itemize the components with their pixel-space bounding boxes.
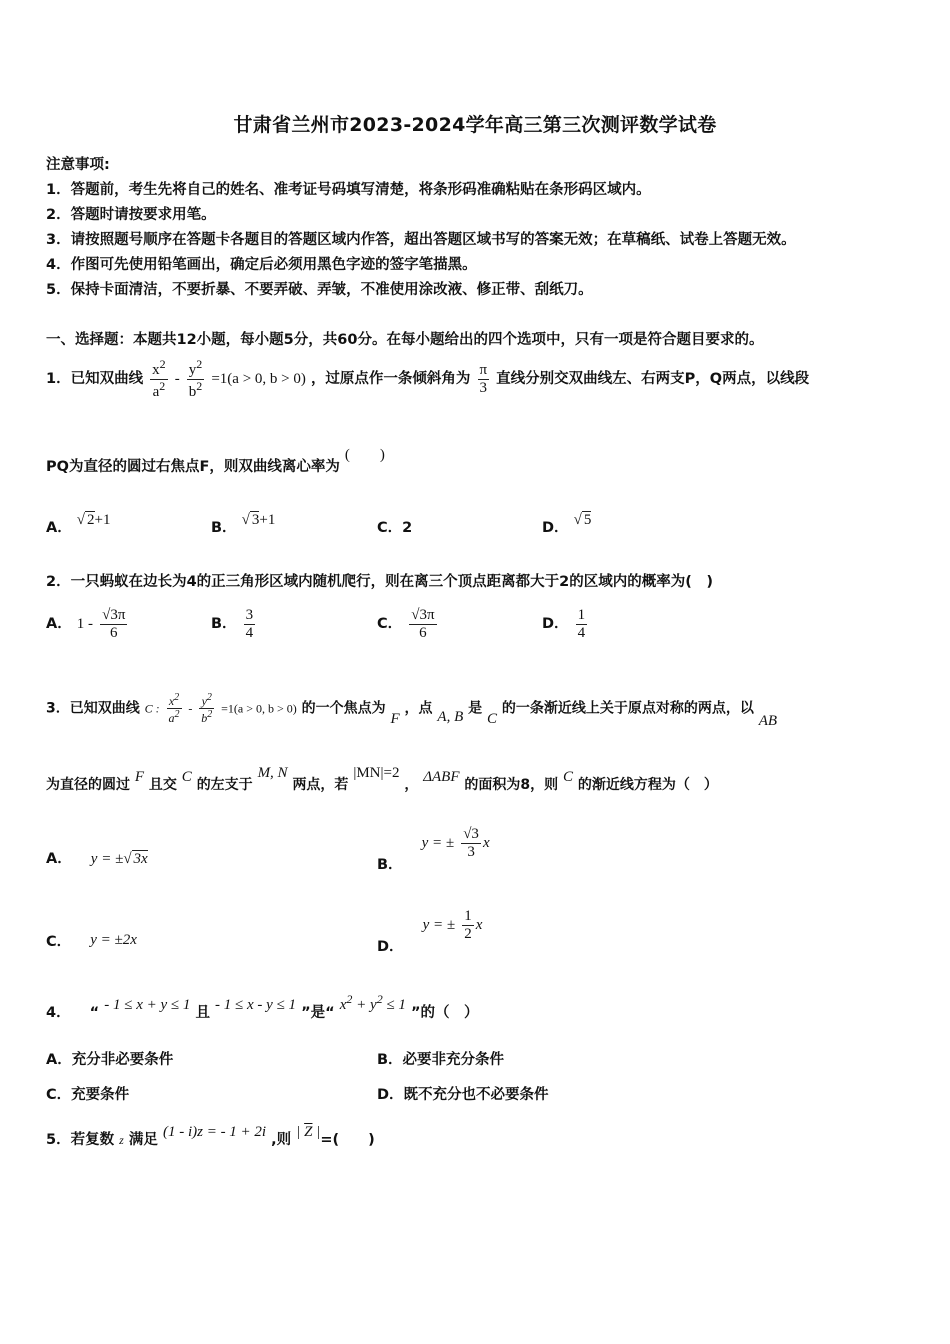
q5-text: 5．若复数	[46, 1132, 115, 1148]
q5-text: 满足	[128, 1132, 158, 1148]
q5-text: ,则	[271, 1132, 292, 1148]
sqrt-value: 3	[251, 512, 260, 528]
question-2: 2．一只蚂蚁在边长为4的正三角形区域内随机爬行，则在离三个顶点距离都大于2的区域内的概率为( )	[46, 574, 714, 590]
option-label: C．	[377, 616, 403, 632]
q4-text: 且	[195, 1005, 210, 1021]
q5-equation: (1 - i)z = - 1 + 2i	[162, 1124, 267, 1140]
fraction-y2-b2: $\frac{y^2}{b^2}$	[188, 357, 203, 400]
q4-text: 4．	[46, 1005, 71, 1021]
q3-text: ，点	[404, 700, 433, 717]
option-value: y = ±	[421, 835, 455, 851]
option-b: B． y = ± $\frac{√3}{3}$ x	[377, 826, 490, 873]
fraction: $\frac{√3}{3}$	[463, 826, 479, 860]
fraction-x2-a2: $\frac{x^2}{a^2}$	[152, 357, 166, 400]
option-c: C．充要条件	[46, 1087, 130, 1103]
note-item: 2．答题时请按要求用笔。	[46, 207, 216, 223]
option-label: B．	[211, 520, 237, 536]
question-3-cont: 为直径的圆过 F 且交 C 的左支于 M, N 两点，若 |MN|=2 ， ΔABF 的面积为8，则 C 的渐近线方程为（ ）	[46, 765, 718, 793]
option-d: D．既不充分也不必要条件	[377, 1087, 549, 1103]
option-value: y = ±	[90, 851, 124, 867]
q4-condition: - 1 ≤ x + y ≤ 1	[104, 997, 191, 1013]
option-label: B．	[377, 857, 403, 873]
question-3: 3．已知双曲线 C : $\frac{x^2}{a^2}$ - $\frac{y^2}{b^2}$ =1(a > 0, b > 0) 的一个焦点为 F ，点 A, B 是 C 的一条渐近线上关于原点对称的两点，以 AB	[46, 692, 778, 729]
q1-text: 直线分别交双曲线左、右两支P，Q两点，以线段	[496, 371, 810, 387]
note-item: 4．作图可先使用铅笔画出，确定后必须用黑色字迹的签字笔描黑。	[46, 257, 477, 273]
section-heading: 一、选择题：本题共12小题，每小题5分，共60分。在每小题给出的四个选项中，只有一项是符合题目要求的。	[46, 332, 764, 348]
question-1-cont	[46, 447, 385, 476]
q1-text: PQ为直径的圆过右焦点F，则双曲线离心率为	[46, 459, 340, 475]
answer-paren: ( )	[344, 447, 385, 463]
option-label: D．	[542, 520, 569, 536]
q5-text: =( )	[320, 1132, 375, 1148]
q3-text: 是	[468, 700, 483, 717]
q3-text: 的一条渐近线上关于原点对称的两点，以	[501, 700, 754, 717]
q3-text: 的面积为8，则	[464, 777, 559, 793]
q3-text: 且交	[148, 777, 177, 793]
sqrt-value: 5	[583, 512, 592, 528]
option-d: D． √ 5	[542, 512, 592, 536]
option-label: A．	[46, 851, 72, 867]
fraction-y2-b2: $\frac{y^2}{b^2}$	[201, 692, 213, 726]
q3-text: 的渐近线方程为（ ）	[577, 777, 718, 793]
q4-condition: - 1 ≤ x - y ≤ 1	[215, 997, 297, 1013]
q1-text: 1．已知双曲线	[46, 371, 144, 387]
option-label: C．	[46, 934, 72, 950]
q1-text: ，过原点作一条倾斜角为	[310, 371, 471, 387]
q3-text: 的左支于	[196, 777, 253, 793]
q3-equation: =1(a > 0, b > 0)	[221, 701, 297, 716]
option-a: A． y = ±√ 3x	[46, 851, 148, 867]
sqrt-value: 2	[87, 512, 95, 528]
option-d	[542, 607, 589, 641]
fraction: $\frac{3}{4}$	[245, 607, 254, 641]
question-1: 1．已知双曲线 $\frac{x^2}{a^2}$ - $\frac{y^2}{b^2}$ =1(a > 0, b > 0) ，过原点作一条倾斜角为 $\frac{\pi}{3}$ 直线分别交双曲线左、右两支P，Q两点，以线段	[46, 357, 810, 400]
q3-text: ，	[404, 777, 419, 793]
fraction: $\frac{1}{2}$	[464, 908, 472, 942]
fraction-x2-a2: $\frac{x^2}{a^2}$	[168, 692, 180, 726]
q3-text: 3．已知双曲线	[46, 700, 140, 717]
q1-equation: =1(a > 0, b > 0)	[211, 371, 306, 387]
option-label: D．	[542, 616, 569, 632]
option-b: B．必要非充分条件	[377, 1052, 505, 1068]
option-d: D． y = ± $\frac{1}{2}$ x	[377, 908, 483, 955]
option-label: B．	[211, 616, 237, 632]
page-title: 甘肃省兰州市2023-2024学年高三第三次测评数学试卷	[233, 114, 717, 136]
q3-triangle: ΔABF	[423, 769, 460, 785]
option-value: y = ±2x	[90, 932, 137, 948]
option-value: 3x	[133, 851, 148, 867]
fraction: $\frac{√3\pi}{6}$	[411, 607, 435, 641]
note-item: 1．答题前，考生先将自己的姓名、准考证号码填写清楚，将条形码准确粘贴在条形码区域内。	[46, 182, 651, 198]
option-value: 1 -	[76, 616, 94, 632]
option-c	[377, 607, 439, 641]
option-b	[211, 607, 257, 641]
q4-text: 是	[310, 1005, 326, 1021]
q3-text: 的一个焦点为	[301, 700, 386, 717]
fraction: $\frac{√3\pi}{6}$	[102, 607, 126, 641]
fraction-pi-3: $\frac{\pi}{3}$	[479, 362, 488, 396]
fraction: $\frac{1}{4}$	[577, 607, 586, 641]
option-label: D．	[377, 939, 404, 955]
q3-equation: |MN|=2	[353, 765, 400, 781]
option-value: +1	[94, 512, 111, 528]
option-value: y = ±	[422, 917, 456, 933]
option-a: A． √ 2+1	[46, 512, 111, 536]
question-4: 4． “ - 1 ≤ x + y ≤ 1 且 - 1 ≤ x - y ≤ 1 ”是“ $x^2 + y^2 \le 1$ ”的（ ）	[46, 992, 479, 1021]
option-c: C．2	[377, 520, 413, 536]
option-label: A．	[46, 616, 72, 632]
q3-text: 为直径的圆过	[46, 777, 130, 793]
option-b: B． √ 3+1	[211, 512, 276, 536]
option-a: A．充分非必要条件	[46, 1052, 174, 1068]
q3-text: 两点，若	[292, 777, 349, 793]
option-c	[46, 930, 137, 951]
note-item: 5．保持卡面清洁，不要折暴、不要弄破、弄皱，不准使用涂改液、修正带、刮纸刀。	[46, 282, 593, 298]
notes-heading: 注意事项:	[46, 157, 110, 173]
option-label: A．	[46, 520, 72, 536]
question-5: 5．若复数 z 满足 (1 - i)z = - 1 + 2i ,则 | $\overline{Z}$ |=( )	[46, 1124, 375, 1148]
option-a	[46, 607, 129, 641]
option-value: +1	[259, 512, 276, 528]
note-item: 3．请按照题号顺序在答题卡各题目的答题区域内作答，超出答题区域书写的答案无效；在草稿纸、试卷上答题无效。	[46, 232, 796, 248]
q4-text: 的（ ）	[420, 1005, 479, 1021]
